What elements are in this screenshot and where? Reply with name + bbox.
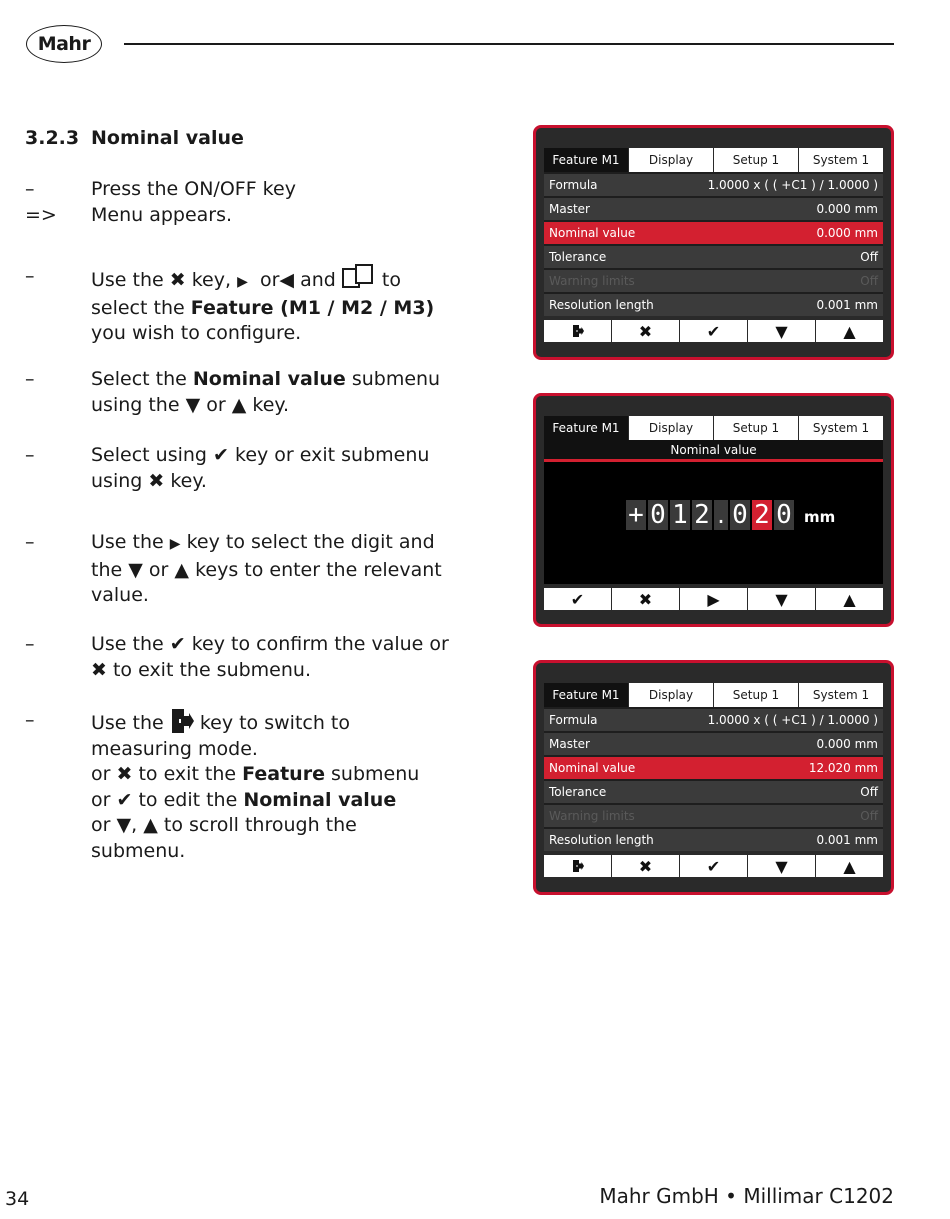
exit-icon [572, 324, 584, 338]
tab-setup[interactable]: Setup 1 [713, 416, 798, 440]
down-icon: ▼ [775, 321, 788, 341]
down-softkey[interactable] [747, 588, 815, 610]
submenu-title: Nominal value [544, 440, 883, 462]
mahr-logo: Mahr [26, 25, 102, 63]
section-title-text: Nominal value [91, 127, 244, 149]
menu-row-resolution-length[interactable]: Resolution length 0.001 mm [544, 827, 883, 851]
menu-row-resolution-length[interactable]: Resolution length 0.001 mm [544, 292, 883, 316]
digit-active[interactable]: 2 [752, 500, 772, 530]
menu-row-master[interactable]: Master 0.000 mm [544, 196, 883, 220]
menu-row-tolerance[interactable]: Tolerance Off [544, 779, 883, 803]
down-key-icon: ▼ [116, 814, 132, 836]
cross-key-icon: ✖ [91, 658, 107, 681]
tab-display[interactable]: Display [628, 683, 713, 707]
digit-sign[interactable]: + [626, 500, 646, 530]
footer-text: Mahr GmbH • Millimar C1202 [599, 1184, 894, 1208]
header-rule [124, 43, 894, 45]
section-number: 3.2.3 [25, 127, 80, 149]
softkey-bar [544, 320, 883, 342]
up-icon: ▲ [843, 321, 856, 341]
check-icon: ✔ [706, 856, 721, 876]
down-softkey[interactable] [747, 320, 815, 342]
cross-icon: ✖ [638, 589, 653, 609]
right-softkey[interactable] [679, 588, 747, 610]
check-softkey[interactable] [679, 320, 747, 342]
tab-display[interactable]: Display [628, 416, 713, 440]
up-icon: ▲ [843, 856, 856, 876]
tab-feature[interactable]: Feature M1 [544, 683, 628, 707]
tab-feature[interactable]: Feature M1 [544, 416, 628, 440]
digit[interactable]: 0 [774, 500, 794, 530]
section-title [25, 127, 244, 149]
exit-key-icon [170, 708, 194, 734]
decimal-point: . [714, 500, 728, 530]
tab-bar [544, 683, 883, 707]
tab-system[interactable]: System 1 [798, 148, 883, 172]
check-key-icon: ✔ [169, 633, 186, 655]
menu-row-formula[interactable]: Formula 1.0000 x ( ( +C1 ) / 1.0000 ) [544, 172, 883, 196]
digit-field[interactable] [626, 500, 835, 530]
check-icon: ✔ [706, 321, 721, 341]
exit-icon [572, 859, 584, 873]
down-key-icon: ▼ [185, 393, 201, 416]
digit[interactable]: 0 [730, 500, 750, 530]
digit[interactable]: 2 [692, 500, 712, 530]
softkey-bar [544, 588, 883, 610]
exit-softkey[interactable] [544, 320, 611, 342]
page-number: 34 [5, 1188, 30, 1210]
tab-display[interactable]: Display [628, 148, 713, 172]
cross-key-icon: ✖ [116, 763, 133, 785]
digit[interactable]: 0 [648, 500, 668, 530]
up-key-icon: ▲ [174, 558, 190, 581]
value-editor [544, 462, 883, 584]
cross-icon: ✖ [638, 321, 653, 341]
device-screen-feature-menu-updated [533, 660, 894, 895]
down-softkey[interactable] [747, 855, 815, 877]
digit[interactable]: 1 [670, 500, 690, 530]
pages-key-icon [342, 264, 376, 288]
check-icon: ✔ [570, 589, 585, 609]
tab-bar [544, 416, 883, 440]
menu-row-formula[interactable]: Formula 1.0000 x ( ( +C1 ) / 1.0000 ) [544, 707, 883, 731]
device-screen-nominal-edit [533, 393, 894, 627]
up-icon: ▲ [843, 589, 856, 609]
right-icon: ▶ [707, 589, 720, 609]
menu-row-nominal-value[interactable]: Nominal value 12.020 mm [544, 755, 883, 779]
check-softkey[interactable] [544, 588, 611, 610]
cross-softkey[interactable] [611, 855, 679, 877]
cross-key-icon: ✖ [169, 269, 186, 291]
menu-row-master[interactable]: Master 0.000 mm [544, 731, 883, 755]
up-softkey[interactable] [815, 588, 883, 610]
up-softkey[interactable] [815, 320, 883, 342]
exit-softkey[interactable] [544, 855, 611, 877]
right-key-icon: ▶ [169, 536, 181, 552]
menu-row-warning-limits: Warning limits Off [544, 268, 883, 292]
left-key-icon: ◀ [279, 269, 295, 291]
softkey-bar [544, 855, 883, 877]
unit-label: mm [804, 508, 836, 526]
check-key-icon: ✔ [116, 788, 133, 811]
down-key-icon: ▼ [128, 558, 143, 581]
menu-row-warning-limits: Warning limits Off [544, 803, 883, 827]
tab-system[interactable]: System 1 [798, 683, 883, 707]
tab-setup[interactable]: Setup 1 [713, 148, 798, 172]
up-key-icon: ▲ [143, 814, 158, 836]
cross-softkey[interactable] [611, 320, 679, 342]
up-key-icon: ▲ [231, 393, 247, 416]
menu-row-nominal-value[interactable]: Nominal value 0.000 mm [544, 220, 883, 244]
up-softkey[interactable] [815, 855, 883, 877]
tab-feature[interactable]: Feature M1 [544, 148, 628, 172]
menu-row-tolerance[interactable]: Tolerance Off [544, 244, 883, 268]
tab-bar [544, 148, 883, 172]
cross-icon: ✖ [638, 856, 653, 876]
down-icon: ▼ [775, 589, 788, 609]
cross-key-icon: ✖ [148, 469, 165, 492]
check-softkey[interactable] [679, 855, 747, 877]
cross-softkey[interactable] [611, 588, 679, 610]
tab-setup[interactable]: Setup 1 [713, 683, 798, 707]
check-key-icon: ✔ [213, 444, 229, 466]
tab-system[interactable]: System 1 [798, 416, 883, 440]
down-icon: ▼ [775, 856, 788, 876]
device-screen-feature-menu [533, 125, 894, 360]
right-key-icon: ▶ [237, 274, 248, 290]
